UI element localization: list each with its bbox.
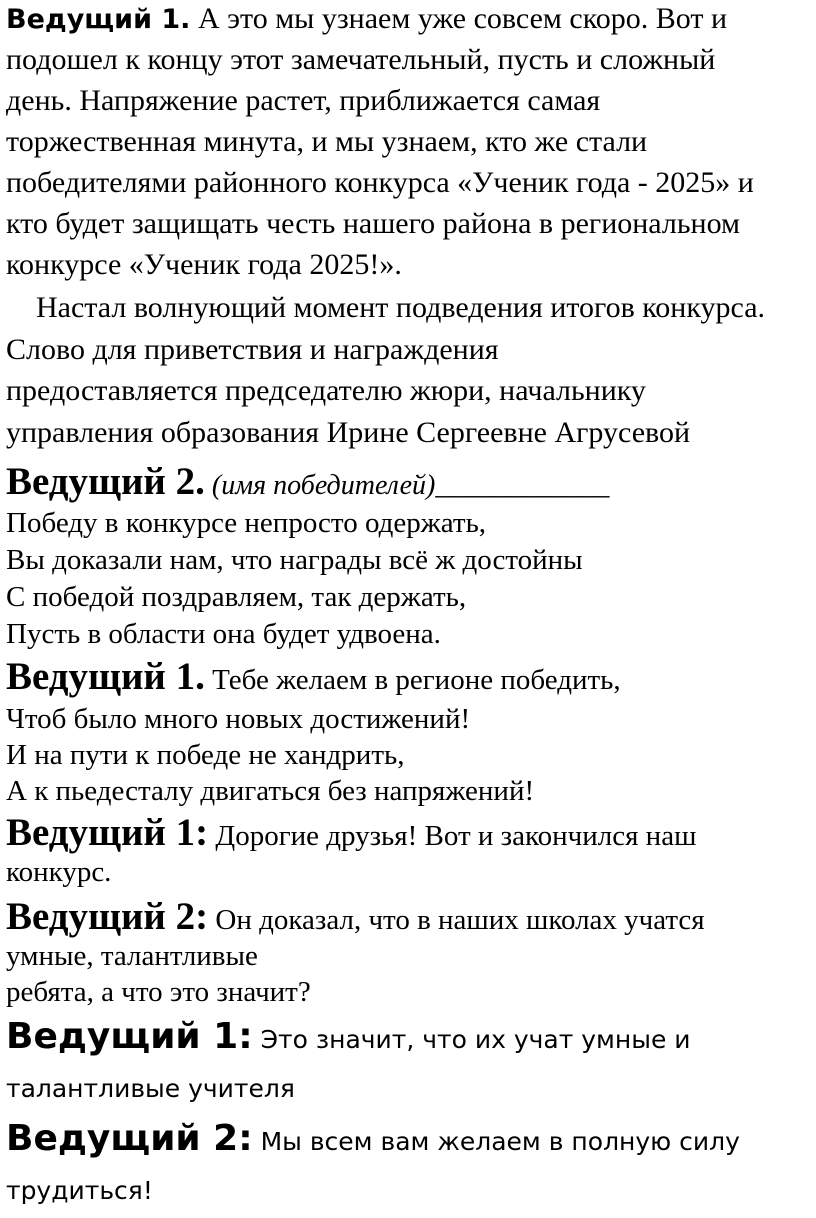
p2-line-3: предоставляется председателю жюри, начальнику (6, 374, 646, 407)
s4-line-1: Чтоб было много новых достижений! (6, 703, 471, 735)
p1-line-4: торжественная минута, и мы узнаем, кто же стали (6, 125, 648, 158)
s3-heading (6, 459, 609, 504)
s6-first: Он доказал, что в наших школах учатся (208, 904, 705, 936)
s8-heading (6, 1118, 740, 1159)
s6-heading (6, 894, 705, 939)
s3-line-3: С победой поздравляем, так держать, (6, 581, 467, 613)
s6-speaker: Ведущий 2: (6, 895, 209, 938)
s7-heading (6, 1016, 691, 1057)
s6-line-1: умные, талантливые (6, 940, 258, 972)
s3-speaker: Ведущий 2. (6, 460, 205, 503)
s3-line-1: Победу в конкурсе непросто одержать, (6, 507, 487, 539)
s3-line-4: Пусть в области она будет удвоена. (6, 618, 441, 650)
s3-line-2: Вы доказали нам, что награды всё ж достойны (6, 544, 583, 576)
p1-line-7: конкурсе «Ученик года 2025!». (6, 248, 402, 281)
s3-blank-line: ____________ (435, 469, 610, 501)
s7-speaker: Ведущий 1: (6, 1016, 253, 1057)
p2-line-1: Настал волнующий момент подведения итогов конкурса. (6, 291, 766, 324)
s4-line-2: И на пути к победе не хандрить, (6, 739, 405, 771)
s7-first: Это значит, что их учат умные и (252, 1025, 691, 1054)
p1-speaker: Ведущий 1. (6, 4, 191, 35)
s5-heading (6, 810, 696, 855)
p2-line-4: управления образования Ирине Сергеевне Агрусевой (6, 416, 691, 449)
s5-speaker: Ведущий 1: (6, 811, 209, 854)
p1-line-2: подошел к концу этот замечательный, пусть и сложный (6, 43, 716, 76)
p1-text-1: А это мы узнаем уже совсем скоро. Вот и (190, 2, 728, 35)
p2-line-2: Слово для приветствия и награждения (6, 333, 499, 366)
s3-note: (имя победителей) (204, 470, 436, 501)
s8-line-1: трудиться! (6, 1176, 153, 1205)
s8-speaker: Ведущий 2: (6, 1118, 253, 1159)
s4-speaker: Ведущий 1. (6, 655, 205, 698)
s5-line-1: конкурс. (6, 856, 112, 888)
p1-line-1 (6, 2, 727, 36)
s7-line-1: талантливые учителя (6, 1074, 295, 1103)
s5-first: Дорогие друзья! Вот и закончился наш (208, 820, 697, 852)
s4-line-3: А к пьедесталу двигаться без напряжений! (6, 775, 535, 807)
s6-line-2: ребята, а что это значит? (6, 976, 311, 1008)
s4-first: Тебе желаем в регионе победить, (204, 664, 621, 696)
p1-line-5: победителями районного конкурса «Ученик года - 2025» и (6, 166, 754, 199)
p1-line-3: день. Напряжение растет, приближается самая (6, 84, 601, 117)
p1-line-6: кто будет защищать честь нашего района в региональном (6, 207, 741, 240)
s4-heading (6, 654, 621, 699)
s8-first: Мы всем вам желаем в полную силу (252, 1127, 740, 1156)
